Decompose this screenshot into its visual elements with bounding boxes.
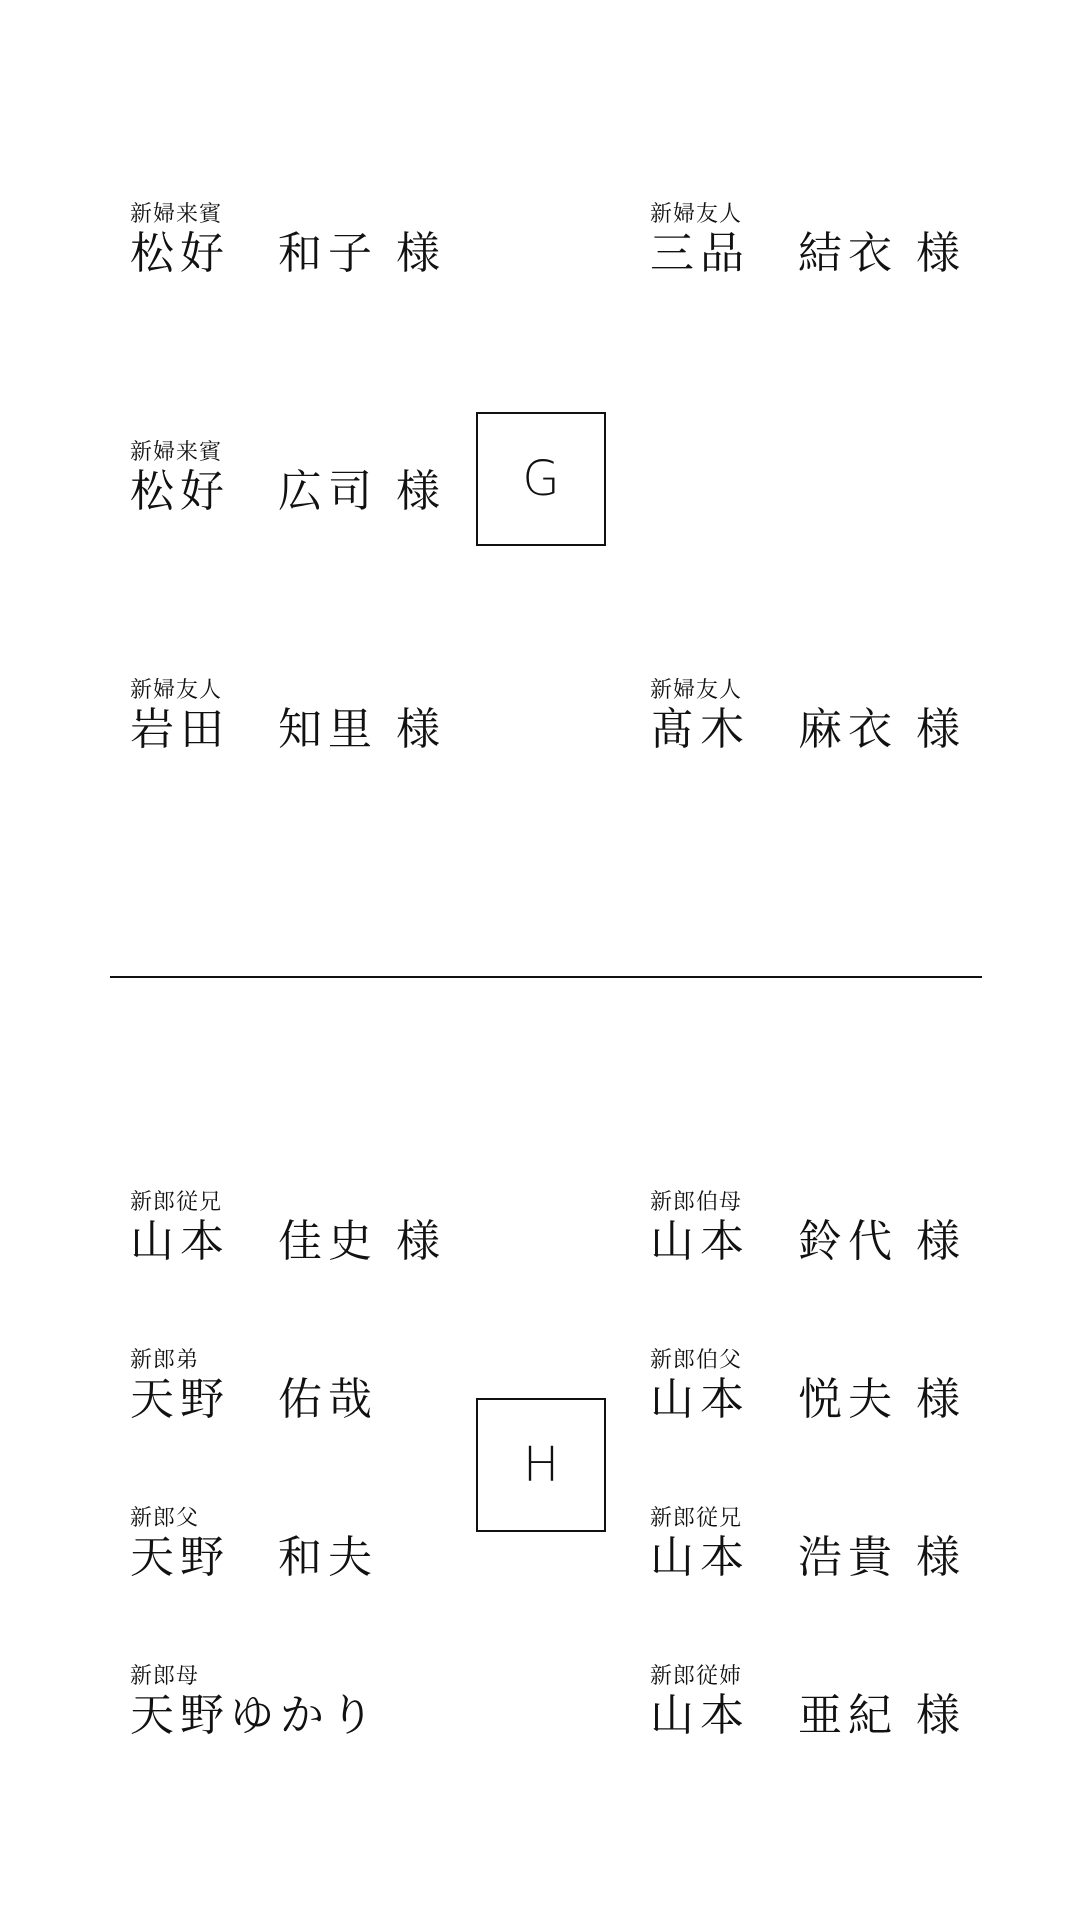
guest-relation: 新郎弟 bbox=[130, 1348, 200, 1373]
guest-given-name: 広司 bbox=[278, 466, 378, 517]
guest-name bbox=[130, 1690, 398, 1742]
guest-name bbox=[130, 466, 446, 518]
guest-entry bbox=[130, 678, 446, 756]
guest-entry bbox=[130, 1190, 446, 1268]
guest-given-name: 和子 bbox=[278, 228, 378, 279]
guest-surname: 山本 bbox=[650, 1690, 750, 1741]
table-label-g: G bbox=[476, 412, 606, 546]
guest-surname: 岩田 bbox=[130, 704, 230, 755]
guest-entry bbox=[650, 202, 966, 280]
guest-entry bbox=[650, 1190, 966, 1268]
guest-entry bbox=[650, 1664, 966, 1742]
guest-relation: 新婦友人 bbox=[650, 202, 743, 227]
guest-surname: 山本 bbox=[650, 1532, 750, 1583]
guest-relation: 新郎母 bbox=[130, 1664, 200, 1689]
guest-entry bbox=[130, 1506, 396, 1584]
guest-surname: 山本 bbox=[650, 1374, 750, 1425]
guest-relation: 新郎伯母 bbox=[650, 1190, 743, 1215]
guest-given-name: 佑哉 bbox=[278, 1374, 378, 1425]
guest-relation: 新郎伯父 bbox=[650, 1348, 743, 1373]
guest-honorific: 様 bbox=[916, 1532, 966, 1583]
guest-name bbox=[130, 1532, 396, 1584]
guest-surname: 松好 bbox=[130, 466, 230, 517]
guest-entry bbox=[650, 1348, 966, 1426]
guest-honorific: 様 bbox=[916, 1374, 966, 1425]
guest-entry bbox=[130, 1348, 396, 1426]
guest-given-name: 鈴代 bbox=[798, 1216, 898, 1267]
guest-surname: 山本 bbox=[130, 1216, 230, 1267]
guest-name bbox=[130, 704, 446, 756]
guest-honorific: 様 bbox=[916, 228, 966, 279]
guest-relation: 新婦来賓 bbox=[130, 202, 223, 227]
guest-given-name: 麻衣 bbox=[798, 704, 898, 755]
guest-name bbox=[650, 704, 966, 756]
guest-relation: 新郎父 bbox=[130, 1506, 200, 1531]
guest-given-name: ゆかり bbox=[230, 1690, 380, 1741]
guest-honorific: 様 bbox=[396, 704, 446, 755]
guest-surname: 松好 bbox=[130, 228, 230, 279]
guest-entry bbox=[130, 202, 446, 280]
guest-name bbox=[130, 1216, 446, 1268]
guest-relation: 新郎従姉 bbox=[650, 1664, 743, 1689]
guest-honorific: 様 bbox=[396, 466, 446, 517]
guest-entry bbox=[650, 1506, 966, 1584]
guest-honorific: 様 bbox=[916, 1690, 966, 1741]
guest-name bbox=[650, 1690, 966, 1742]
guest-relation: 新郎従兄 bbox=[130, 1190, 223, 1215]
guest-entry bbox=[130, 440, 446, 518]
guest-entry bbox=[650, 678, 966, 756]
guest-relation: 新婦友人 bbox=[650, 678, 743, 703]
guest-surname: 三品 bbox=[650, 228, 750, 279]
guest-name bbox=[130, 228, 446, 280]
guest-surname: 天野 bbox=[130, 1374, 230, 1425]
guest-given-name: 浩貴 bbox=[798, 1532, 898, 1583]
guest-name bbox=[130, 1374, 396, 1426]
guest-given-name: 悦夫 bbox=[798, 1374, 898, 1425]
guest-given-name: 知里 bbox=[278, 704, 378, 755]
table-label-h: H bbox=[476, 1398, 606, 1532]
guest-given-name: 亜紀 bbox=[798, 1690, 898, 1741]
guest-given-name: 佳史 bbox=[278, 1216, 378, 1267]
guest-honorific: 様 bbox=[396, 228, 446, 279]
guest-surname: 髙木 bbox=[650, 704, 750, 755]
guest-honorific: 様 bbox=[916, 704, 966, 755]
guest-given-name: 結衣 bbox=[798, 228, 898, 279]
guest-relation: 新郎従兄 bbox=[650, 1506, 743, 1531]
guest-entry bbox=[130, 1664, 398, 1742]
guest-name bbox=[650, 228, 966, 280]
guest-honorific: 様 bbox=[396, 1216, 446, 1267]
guest-relation: 新婦来賓 bbox=[130, 440, 223, 465]
guest-name bbox=[650, 1532, 966, 1584]
guest-surname: 天野 bbox=[130, 1532, 230, 1583]
section-divider bbox=[110, 976, 982, 978]
guest-name bbox=[650, 1374, 966, 1426]
guest-given-name: 和夫 bbox=[278, 1532, 378, 1583]
guest-name bbox=[650, 1216, 966, 1268]
guest-surname: 山本 bbox=[650, 1216, 750, 1267]
guest-relation: 新婦友人 bbox=[130, 678, 223, 703]
guest-honorific: 様 bbox=[916, 1216, 966, 1267]
guest-surname: 天野 bbox=[130, 1690, 230, 1741]
